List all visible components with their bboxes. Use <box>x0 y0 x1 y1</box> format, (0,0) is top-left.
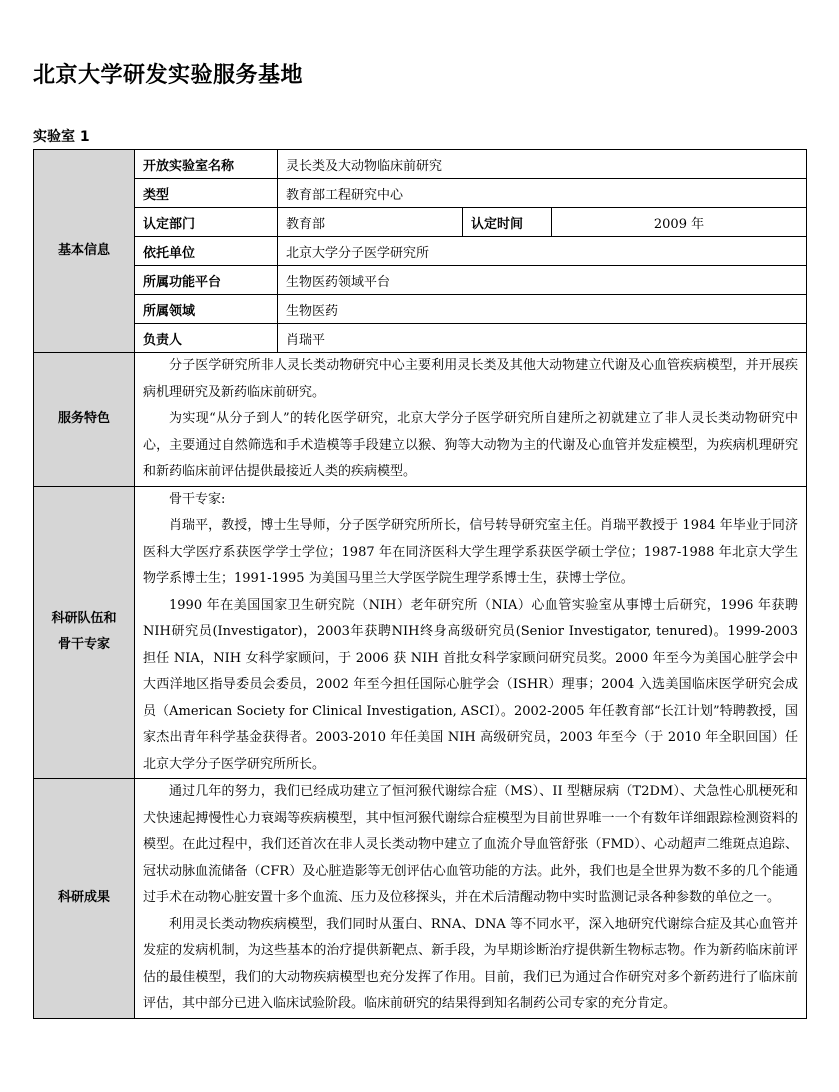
row-field <box>34 295 807 324</box>
lab-label: 实验室 1 <box>33 129 90 145</box>
key-host: 依托单位 <box>135 237 278 266</box>
results-paragraph: 利用灵长类动物疾病模型，我们同时从蛋白、RNA、DNA 等不同水平，深入地研究代谢综合症及其心血管并发症的发病机制，为这些基本的治疗提供新靶点、新手段，为早期诊断治疗提供新生物标志物。作为新药临床前评估的最佳模型，我们的大动物疾病模型也充分发挥了作用。目前，我们已为通过合作研究对多个新药进行了临床前评估，其中部分已进入临床试验阶段。临床前研究的结果得到知名制药公司专家的充分肯定。 <box>143 916 798 1011</box>
row-host <box>34 237 807 266</box>
key-leader: 负责人 <box>135 324 278 353</box>
value-type: 教育部工程研究中心 <box>278 179 807 208</box>
row-type <box>34 179 807 208</box>
section-label-results: 科研成果 <box>34 779 135 1019</box>
row-name <box>34 150 807 179</box>
value-host: 北京大学分子医学研究所 <box>278 237 807 266</box>
row-results <box>34 779 807 1019</box>
section-label-basic: 基本信息 <box>34 150 135 353</box>
section-label-team-line1: 科研队伍和 <box>51 611 117 627</box>
team-content <box>135 486 807 779</box>
section-label-features: 服务特色 <box>34 353 135 487</box>
results-content <box>135 779 807 1019</box>
row-dept <box>34 208 807 237</box>
value-leader: 肖瑞平 <box>278 324 807 353</box>
features-paragraph: 分子医学研究所非人灵长类动物研究中心主要利用灵长类及其他大动物建立代谢及心血管疾病模型，并开展疾病机理研究及新药临床前研究。 <box>143 358 798 400</box>
key-field: 所属领域 <box>135 295 278 324</box>
section-label-team-line2: 骨干专家 <box>57 637 110 653</box>
section-label-team <box>34 486 135 779</box>
features-content <box>135 353 807 487</box>
key-platform: 所属功能平台 <box>135 266 278 295</box>
lab-info-table <box>33 149 807 1019</box>
key-type: 类型 <box>135 179 278 208</box>
value-platform: 生物医药领域平台 <box>278 266 807 295</box>
key-lab-name: 开放实验室名称 <box>135 150 278 179</box>
row-team <box>34 486 807 779</box>
value-dept: 教育部 <box>278 208 463 237</box>
page-title: 北京大学研发实验服务基地 <box>33 63 304 88</box>
row-features <box>34 353 807 487</box>
key-time: 认定时间 <box>463 208 552 237</box>
features-paragraph: 为实现“从分子到人”的转化医学研究，北京大学分子医学研究所自建所之初就建立了非人灵长类动物研究中心，主要通过自然筛选和手术造模等手段建立以猴、狗等大动物为主的代谢及心血管并发症模型，为疾病机理研究和新药临床前评估提供最接近人类的疾病模型。 <box>143 411 798 479</box>
value-field: 生物医药 <box>278 295 807 324</box>
team-paragraph: 肖瑞平，教授，博士生导师，分子医学研究所所长，信号转导研究室主任。肖瑞平教授于 1984 年毕业于同济医科大学医疗系获医学学士学位；1987 年在同济医科大学生理学系获医学硕士学位；1987-1988 年北京大学生物学系博士生；1991-1995 为美国马里兰大学医学院生理学系博士生，获博士学位。 <box>143 518 798 586</box>
team-paragraph: 骨干专家: <box>169 491 226 507</box>
row-platform <box>34 266 807 295</box>
row-leader <box>34 324 807 353</box>
team-paragraph: 1990 年在美国国家卫生研究院（NIH）老年研究所（NIA）心血管实验室从事博士后研究，1996 年获聘NIH研究员(Investigator)，2003年获聘NIH终身高级研究员(Senior Investigator, tenured)。1999-2003 担任 NIA，NIH 女科学家顾问，于 2006 获 NIH 首批女科学家顾问研究员奖。2000 年至今为美国心脏学会中大西洋地区指导委员会委员，2002 年至今担任国际心脏学会（ISHR）理事；2004 入选美国临床医学研究会成员（American Society for Clinical Investigation, ASCI）。2002-2005 年任教育部“长江计划”特聘教授，国家杰出青年科学基金获得者。2003-2010 年任美国 NIH 高级研究员，2003 年至今（于 2010 年全职回国）任北京大学分子医学研究所所长。 <box>143 597 798 772</box>
value-time: 2009 年 <box>552 208 807 237</box>
key-dept: 认定部门 <box>135 208 278 237</box>
value-lab-name: 灵长类及大动物临床前研究 <box>278 150 807 179</box>
results-paragraph: 通过几年的努力，我们已经成功建立了恒河猴代谢综合症（MS）、II 型糖尿病（T2DM）、犬急性心肌梗死和犬快速起搏慢性心力衰竭等疾病模型，其中恒河猴代谢综合症模型为目前世界唯一一个有数年详细跟踪检测资料的模型。在此过程中，我们还首次在非人灵长类动物中建立了血流介导血管舒张（FMD）、心动超声二维斑点追踪、冠状动脉血流储备（CFR）及心脏造影等无创评估心血管功能的方法。此外，我们也是全世界为数不多的几个能通过手术在动物心脏安置十多个血流、压力及位移探头，并在术后清醒动物中实时监测记录各种参数的单位之一。 <box>143 784 798 905</box>
